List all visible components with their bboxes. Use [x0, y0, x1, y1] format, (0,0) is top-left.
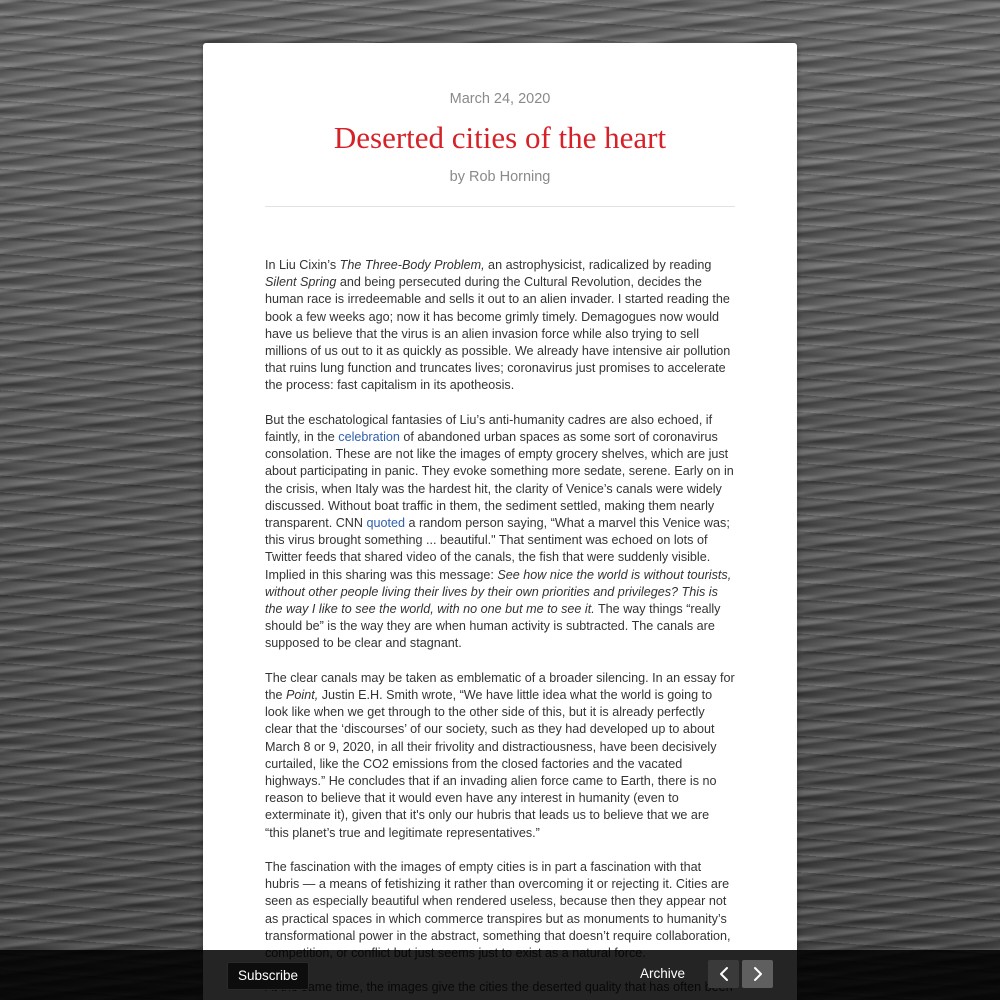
emphasis-text: Silent Spring: [265, 275, 337, 290]
text: The fascination with the images of empty cities is in part a fascination with that hubris — a means of fetishizing it rather than overcoming it or rejecting it. Cities are seen as especially beautiful when rendered useless, because then they appear not as practical spaces in which commerce transpires but as monuments to humanity’s transformational power in the abstract, something that doesn’t require collaboration,: [265, 860, 731, 943]
previous-post-button[interactable]: [708, 960, 739, 988]
text: But the eschatological fantasies of Liu’s anti-humanity cadres are also echoed, if faintly, in the: [265, 412, 713, 445]
text: of abandoned urban spaces as some sort of coronavirus consolation. These are not like the images of empty grocery shelves, which are just about participating in panic. They evoke something more sedate, serene. Early on in the crisis, when Italy was the hardest hit, the clarity of Venice’s canals were widely discussed. Without boat traffic in them, the sediment settled, making them nearly transparent. CNN: [265, 430, 734, 531]
text: Justin E.H. Smith wrote, “We have little idea what the world is going to look like when we get through to the other side of this, but it is already perfectly clear that the ‘discourses’ of our society, such as they had developed up to about March 8 or 9, 2020, in all their frivolity and distractiousness, have been decisively curtailed, like the CO2 emissions from the closed factories and the vacated highways.” He concludes that if an invading alien force came to Earth, there is no reason to believe that it would even have any interest in humanity (even to exterminate it), given that it's only our hubris that leads us to believe that we are “this planet’s true and legitimate representatives.”: [265, 688, 717, 840]
post-title: Deserted cities of the heart: [333, 120, 667, 155]
archive-link[interactable]: Archive: [640, 966, 686, 981]
emphasis-text: The Three-Body Problem,: [339, 258, 485, 272]
chevron-left-icon: [718, 966, 730, 982]
header-divider: [265, 206, 735, 207]
next-post-button[interactable]: [742, 960, 773, 988]
subscribe-button[interactable]: Subscribe: [227, 962, 309, 990]
paragraph-2: [265, 412, 735, 653]
chevron-right-icon: [752, 966, 764, 982]
text: The way things “really should be” is the way they are when human activity is subtracted. The canals are supposed to be clear and stagnant.: [265, 602, 721, 651]
text: and being persecuted during the Cultural Revolution, decides the human race is irredeemable and sells it out to an alien invader. I started reading the book a few weeks ago; now it has become grimly timely. Demagogues now would have us believe that the virus is an alien invasion force while also trying to sell millions of us out to it as quickly as possible. We already have intensive air pollution that ruins lung function and truncates lives; coronavirus just promises to accelerate the process: fast capitalism in its apotheosis.: [265, 275, 731, 393]
post-author: by Rob Horning: [449, 169, 551, 185]
text: In Liu Cixin’s: [265, 258, 340, 272]
celebration-link[interactable]: celebration: [338, 430, 400, 445]
post-date: March 24, 2020: [449, 91, 551, 107]
post-body: [265, 257, 735, 1000]
paragraph-1: [265, 257, 735, 395]
bottom-nav-bar: [0, 950, 1000, 1000]
post-card: [203, 43, 797, 1000]
text: an astrophysicist, radicalized by reading: [484, 258, 712, 272]
paragraph-3: [265, 670, 735, 842]
text: a random person saying, “What a marvel this Venice was; this virus brought something ... beautiful." That sentiment was echoed on lots of Twitter feeds that shared video of the canals, the fish that were suddenly visible. Implied in this sharing was this message:: [265, 516, 730, 582]
quoted-link[interactable]: quoted: [366, 516, 406, 531]
text: The clear canals may be taken as emblematic of a broader silencing. In an essay for the: [265, 670, 735, 703]
paragraph-4: [265, 859, 735, 962]
emphasis-text: Point,: [286, 688, 319, 703]
emphasis-text: See how nice the world is without tourists, without other people living their lives by their own priorities and privileges? This is the way I like to see the world, with no one but me to see it.: [265, 567, 732, 617]
